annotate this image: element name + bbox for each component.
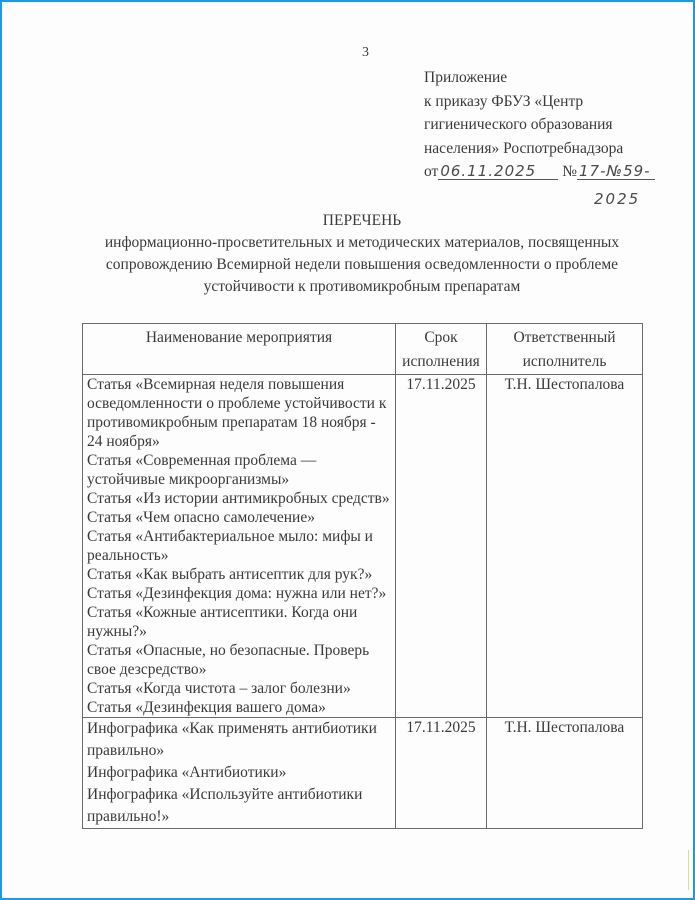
appendix-line: гигиенического образования (424, 116, 613, 133)
list-item: Инфографика «Как применять антибиотики правильно» (87, 720, 377, 759)
cell-items (83, 375, 396, 718)
appendix-line: населения» Роспотребнадзора (424, 139, 624, 157)
order-number-handwritten-continuation: 2025 (594, 190, 641, 208)
list-item: Статья «Антибактериальное мыло: мифы и реальность» (87, 528, 373, 564)
header-deadline: Срок исполнения (396, 324, 487, 375)
list-item: Инфографика «Антибиотики» (87, 764, 287, 781)
materials-table (82, 323, 643, 829)
list-item: Статья «Дезинфекция вашего дома» (87, 699, 326, 716)
list-item: Статья «Всемирная неделя повышения осведомленности о проблеме устойчивости к противомикробным препаратам 18 ноября - 24 ноября» (87, 376, 387, 450)
cell-responsible: Т.Н. Шестопалова (487, 375, 643, 718)
appendix-block (424, 66, 655, 184)
header-name: Наименование мероприятия (83, 324, 396, 375)
cell-deadline: 17.11.2025 (396, 375, 487, 718)
document-heading (82, 210, 642, 298)
appendix-line: Приложение (424, 69, 508, 86)
table-header-row (83, 324, 643, 375)
list-item: Инфографика «Используйте антибиотики правильно!» (87, 786, 363, 825)
list-item: Статья «Когда чистота – залог болезни» (87, 680, 351, 697)
header-responsible: Ответственный исполнитель (487, 324, 643, 375)
order-date-handwritten: 06.11.2025 (438, 163, 558, 180)
cell-deadline: 17.11.2025 (396, 718, 487, 829)
date-prefix: от (424, 163, 439, 180)
list-item: Статья «Опасные, но безопасные. Проверь свое дезсредство» (87, 642, 370, 678)
order-number-handwritten: 17-№59- (577, 163, 655, 180)
list-item: Статья «Дезинфекция дома: нужна или нет?» (87, 585, 387, 602)
page-number: 3 (362, 45, 369, 60)
list-item: Статья «Как выбрать антисептик для рук?» (87, 566, 373, 583)
list-item: Статья «Кожные антисептики. Когда они нужны?» (87, 604, 358, 640)
appendix-line: к приказу ФБУЗ «Центр (424, 92, 584, 110)
cell-items (83, 718, 396, 829)
order-date-number-line (424, 160, 655, 184)
document-subtitle: информационно-просветительных и методических материалов, посвященных сопровождению Всемирной недели повышения осведомленности о проблеме устойчивости к противомикробным препаратам (104, 234, 620, 295)
list-item: Статья «Из истории антимикробных средств» (87, 490, 390, 507)
document-title: ПЕРЕЧЕНЬ (322, 212, 402, 229)
list-item: Статья «Чем опасно самолечение» (87, 509, 315, 526)
list-item: Статья «Современная проблема — устойчивые микроорганизмы» (87, 452, 317, 488)
table-row (83, 375, 643, 718)
table-row (83, 718, 643, 829)
scan-artifact-line (688, 850, 689, 890)
cell-responsible: Т.Н. Шестопалова (487, 718, 643, 829)
number-prefix: № (562, 163, 577, 180)
